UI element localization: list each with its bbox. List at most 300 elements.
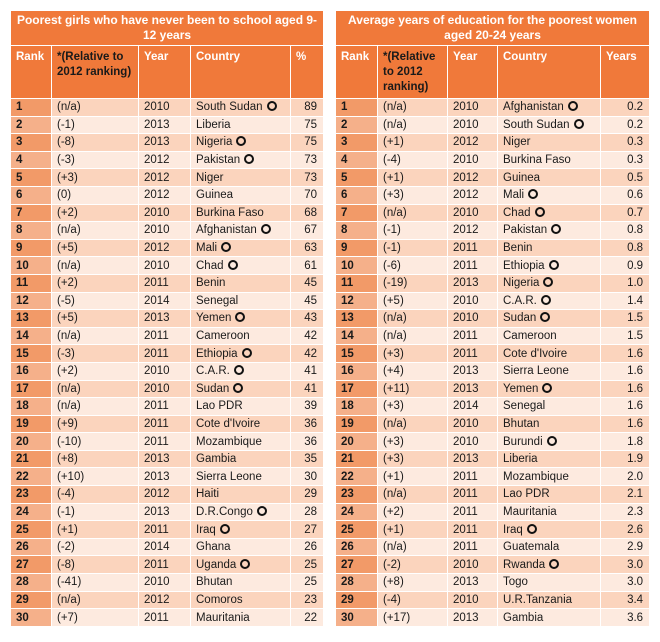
year-cell: 2013 [448,362,498,380]
relative-rank-cell: (+5) [378,292,448,310]
year-cell: 2010 [448,116,498,134]
rank-cell: 27 [11,556,52,574]
rank-cell: 7 [11,204,52,222]
value-cell: 2.1 [601,486,650,504]
rank-cell: 21 [11,450,52,468]
table-row [11,169,324,187]
value-cell: 0.5 [601,169,650,187]
table-row [11,398,324,416]
table-row [11,239,324,257]
rank-cell: 7 [336,204,378,222]
ring-icon [242,348,252,358]
table-row [11,134,324,152]
relative-rank-cell: (n/a) [378,204,448,222]
country-cell: Sierra Leone [498,362,601,380]
relative-rank-cell: (+10) [52,468,139,486]
table-row [11,204,324,222]
value-cell: 2.9 [601,538,650,556]
ring-icon [540,312,550,322]
rank-cell: 14 [336,327,378,345]
table-row [336,169,650,187]
year-cell: 2012 [139,591,191,609]
relative-rank-cell: (-8) [52,134,139,152]
value-cell: 45 [291,292,324,310]
relative-rank-cell: (+17) [378,609,448,627]
table-row [336,310,650,328]
value-cell: 89 [291,99,324,117]
rank-cell: 29 [11,591,52,609]
country-cell: Ethiopia [498,257,601,275]
relative-rank-cell: (+2) [52,362,139,380]
country-cell: Sierra Leone [191,468,291,486]
relative-rank-cell: (+8) [378,574,448,592]
value-cell: 1.5 [601,310,650,328]
year-cell: 2011 [139,609,191,627]
country-cell: Burkina Faso [498,151,601,169]
year-cell: 2011 [448,327,498,345]
ring-icon [240,559,250,569]
value-cell: 73 [291,151,324,169]
rank-cell: 2 [11,116,52,134]
country-cell: Iraq [498,521,601,539]
rank-cell: 25 [11,521,52,539]
left-header-country: Country [191,46,291,99]
table-row [336,345,650,363]
country-cell: D.R.Congo [191,503,291,521]
rank-cell: 9 [336,239,378,257]
table-row [11,362,324,380]
ring-icon [220,524,230,534]
value-cell: 42 [291,345,324,363]
table-row [11,591,324,609]
value-cell: 3.0 [601,574,650,592]
ring-icon [267,101,277,111]
rank-cell: 29 [336,591,378,609]
country-cell: Nigeria [191,134,291,152]
table-row [11,292,324,310]
relative-rank-cell: (+2) [378,503,448,521]
table-row [11,327,324,345]
country-cell: Guatemala [498,538,601,556]
ring-icon [236,136,246,146]
table-row [336,151,650,169]
value-cell: 75 [291,116,324,134]
year-cell: 2010 [139,362,191,380]
value-cell: 0.6 [601,186,650,204]
relative-rank-cell: (+3) [52,169,139,187]
rank-cell: 11 [336,274,378,292]
ring-icon [244,154,254,164]
ring-icon [228,260,238,270]
year-cell: 2014 [139,292,191,310]
right-header-country: Country [498,46,601,99]
ring-icon [551,224,561,234]
value-cell: 0.3 [601,134,650,152]
relative-rank-cell: (-1) [378,222,448,240]
relative-rank-cell: (+3) [378,450,448,468]
value-cell: 26 [291,538,324,556]
value-cell: 45 [291,274,324,292]
year-cell: 2010 [139,574,191,592]
table-row [336,433,650,451]
year-cell: 2011 [139,556,191,574]
table-row [11,380,324,398]
rank-cell: 15 [11,345,52,363]
value-cell: 0.7 [601,204,650,222]
value-cell: 1.6 [601,380,650,398]
year-cell: 2014 [139,538,191,556]
country-cell: Haiti [191,486,291,504]
table-row [11,433,324,451]
value-cell: 1.6 [601,415,650,433]
year-cell: 2013 [448,274,498,292]
rank-cell: 26 [11,538,52,556]
value-cell: 3.4 [601,591,650,609]
country-cell: Benin [191,274,291,292]
relative-rank-cell: (+9) [52,415,139,433]
relative-rank-cell: (-3) [52,151,139,169]
relative-rank-cell: (-3) [52,345,139,363]
country-cell: Liberia [498,450,601,468]
value-cell: 22 [291,609,324,627]
table-row [336,538,650,556]
value-cell: 1.8 [601,433,650,451]
table-row [336,415,650,433]
rank-cell: 13 [336,310,378,328]
table-row [11,257,324,275]
relative-rank-cell: (-6) [378,257,448,275]
rank-cell: 17 [336,380,378,398]
relative-rank-cell: (+2) [52,274,139,292]
country-cell: Mali [498,186,601,204]
country-cell: U.R.Tanzania [498,591,601,609]
table-row [336,116,650,134]
relative-rank-cell: (-2) [52,538,139,556]
country-cell: Lao PDR [498,486,601,504]
rank-cell: 3 [336,134,378,152]
relative-rank-cell: (+5) [52,310,139,328]
value-cell: 27 [291,521,324,539]
rank-cell: 8 [336,222,378,240]
year-cell: 2010 [139,380,191,398]
table-row [336,574,650,592]
relative-rank-cell: (0) [52,186,139,204]
right-table-body [336,99,650,627]
relative-rank-cell: (+1) [52,521,139,539]
value-cell: 36 [291,415,324,433]
year-cell: 2010 [448,310,498,328]
value-cell: 3.0 [601,556,650,574]
year-cell: 2013 [139,134,191,152]
value-cell: 67 [291,222,324,240]
year-cell: 2011 [448,239,498,257]
rank-cell: 16 [11,362,52,380]
year-cell: 2011 [139,433,191,451]
country-cell: Uganda [191,556,291,574]
year-cell: 2012 [139,486,191,504]
relative-rank-cell: (-1) [52,503,139,521]
ring-icon [541,295,551,305]
country-cell: Pakistan [498,222,601,240]
table-row [336,292,650,310]
relative-rank-cell: (n/a) [378,327,448,345]
value-cell: 28 [291,503,324,521]
year-cell: 2013 [139,116,191,134]
year-cell: 2012 [139,186,191,204]
table-row [336,556,650,574]
rank-cell: 4 [336,151,378,169]
year-cell: 2010 [448,292,498,310]
year-cell: 2011 [448,521,498,539]
rank-cell: 30 [11,609,52,627]
table-row [336,521,650,539]
table-row [11,538,324,556]
relative-rank-cell: (+1) [378,468,448,486]
rank-cell: 19 [336,415,378,433]
relative-rank-cell: (-4) [52,486,139,504]
table-row [11,116,324,134]
rank-cell: 14 [11,327,52,345]
rank-cell: 19 [11,415,52,433]
country-cell: Rwanda [498,556,601,574]
year-cell: 2014 [448,398,498,416]
table-row [11,310,324,328]
country-cell: Togo [498,574,601,592]
year-cell: 2010 [448,591,498,609]
left-table [10,10,324,627]
table-row [11,486,324,504]
rank-cell: 16 [336,362,378,380]
year-cell: 2012 [139,151,191,169]
relative-rank-cell: (-5) [52,292,139,310]
country-cell: Bhutan [191,574,291,592]
country-cell: Sudan [498,310,601,328]
country-cell: Chad [498,204,601,222]
rank-cell: 6 [11,186,52,204]
country-cell: Ghana [191,538,291,556]
value-cell: 23 [291,591,324,609]
value-cell: 0.3 [601,151,650,169]
value-cell: 1.4 [601,292,650,310]
ring-icon [543,277,553,287]
year-cell: 2011 [139,415,191,433]
year-cell: 2011 [448,503,498,521]
relative-rank-cell: (+1) [378,134,448,152]
value-cell: 25 [291,574,324,592]
relative-rank-cell: (-1) [378,239,448,257]
country-cell: Cote d'Ivoire [191,415,291,433]
value-cell: 68 [291,204,324,222]
rank-cell: 25 [336,521,378,539]
year-cell: 2013 [139,310,191,328]
right-header-rank: Rank [336,46,378,99]
country-cell: Guinea [191,186,291,204]
rank-cell: 6 [336,186,378,204]
rank-cell: 10 [11,257,52,275]
year-cell: 2011 [448,257,498,275]
right-header-years: Years [601,46,650,99]
country-cell: Mali [191,239,291,257]
country-cell: Cameroon [498,327,601,345]
rank-cell: 11 [11,274,52,292]
relative-rank-cell: (n/a) [52,257,139,275]
rank-cell: 4 [11,151,52,169]
value-cell: 2.0 [601,468,650,486]
value-cell: 41 [291,380,324,398]
year-cell: 2012 [139,239,191,257]
value-cell: 70 [291,186,324,204]
country-cell: Sudan [191,380,291,398]
relative-rank-cell: (+8) [52,450,139,468]
country-cell: Lao PDR [191,398,291,416]
table-row [11,151,324,169]
rank-cell: 18 [336,398,378,416]
rank-cell: 8 [11,222,52,240]
rank-cell: 17 [11,380,52,398]
rank-cell: 27 [336,556,378,574]
relative-rank-cell: (n/a) [378,415,448,433]
relative-rank-cell: (+3) [378,398,448,416]
country-cell: Niger [191,169,291,187]
rank-cell: 18 [11,398,52,416]
table-row [336,450,650,468]
table-row [336,609,650,627]
table-row [11,415,324,433]
ring-icon [542,383,552,393]
value-cell: 39 [291,398,324,416]
country-cell: Pakistan [191,151,291,169]
country-cell: Senegal [191,292,291,310]
table-row [336,274,650,292]
rank-cell: 23 [336,486,378,504]
rank-cell: 23 [11,486,52,504]
table-row [336,186,650,204]
year-cell: 2011 [139,274,191,292]
value-cell: 41 [291,362,324,380]
relative-rank-cell: (n/a) [378,310,448,328]
value-cell: 1.6 [601,398,650,416]
table-row [11,556,324,574]
country-cell: Mozambique [191,433,291,451]
value-cell: 0.8 [601,239,650,257]
relative-rank-cell: (n/a) [378,116,448,134]
country-cell: Bhutan [498,415,601,433]
country-cell: Niger [498,134,601,152]
rank-cell: 1 [11,99,52,117]
rank-cell: 12 [336,292,378,310]
country-cell: Mozambique [498,468,601,486]
table-row [336,362,650,380]
left-table-title: Poorest girls who have never been to school aged 9-12 years [11,11,324,46]
left-header-year: Year [139,46,191,99]
country-cell: Iraq [191,521,291,539]
year-cell: 2013 [139,503,191,521]
country-cell: C.A.R. [191,362,291,380]
country-cell: Liberia [191,116,291,134]
table-row [336,503,650,521]
table-row [336,239,650,257]
rank-cell: 20 [11,433,52,451]
relative-rank-cell: (n/a) [52,222,139,240]
table-row [336,134,650,152]
value-cell: 1.6 [601,345,650,363]
value-cell: 30 [291,468,324,486]
year-cell: 2010 [139,257,191,275]
ring-icon [568,101,578,111]
country-cell: Burkina Faso [191,204,291,222]
relative-rank-cell: (+5) [52,239,139,257]
rank-cell: 24 [336,503,378,521]
country-cell: Senegal [498,398,601,416]
value-cell: 0.8 [601,222,650,240]
relative-rank-cell: (+2) [52,204,139,222]
rank-cell: 28 [336,574,378,592]
value-cell: 63 [291,239,324,257]
table-row [11,521,324,539]
year-cell: 2013 [448,450,498,468]
relative-rank-cell: (n/a) [378,538,448,556]
rank-cell: 21 [336,450,378,468]
relative-rank-cell: (-4) [378,591,448,609]
country-cell: Benin [498,239,601,257]
table-row [336,468,650,486]
year-cell: 2012 [448,169,498,187]
year-cell: 2012 [139,169,191,187]
year-cell: 2010 [139,204,191,222]
value-cell: 1.5 [601,327,650,345]
year-cell: 2010 [448,99,498,117]
relative-rank-cell: (n/a) [378,99,448,117]
table-row [336,591,650,609]
table-row [336,99,650,117]
ring-icon [528,189,538,199]
country-cell: Chad [191,257,291,275]
country-cell: Afghanistan [191,222,291,240]
table-row [11,186,324,204]
rank-cell: 9 [11,239,52,257]
table-row [11,503,324,521]
rank-cell: 3 [11,134,52,152]
ring-icon [257,506,267,516]
rank-cell: 20 [336,433,378,451]
value-cell: 0.2 [601,116,650,134]
relative-rank-cell: (-41) [52,574,139,592]
table-row [11,450,324,468]
year-cell: 2011 [139,345,191,363]
table-row [336,398,650,416]
table-row [336,380,650,398]
country-cell: South Sudan [191,99,291,117]
left-header-percent: % [291,46,324,99]
relative-rank-cell: (n/a) [52,380,139,398]
ring-icon [261,224,271,234]
ring-icon [235,312,245,322]
relative-rank-cell: (-8) [52,556,139,574]
table-row [11,99,324,117]
year-cell: 2010 [448,433,498,451]
relative-rank-cell: (-4) [378,151,448,169]
ring-icon [574,119,584,129]
year-cell: 2010 [139,99,191,117]
rank-cell: 5 [11,169,52,187]
value-cell: 75 [291,134,324,152]
relative-rank-cell: (+7) [52,609,139,627]
table-row [336,327,650,345]
value-cell: 0.2 [601,99,650,117]
rank-cell: 26 [336,538,378,556]
rank-cell: 28 [11,574,52,592]
country-cell: Mauritania [191,609,291,627]
